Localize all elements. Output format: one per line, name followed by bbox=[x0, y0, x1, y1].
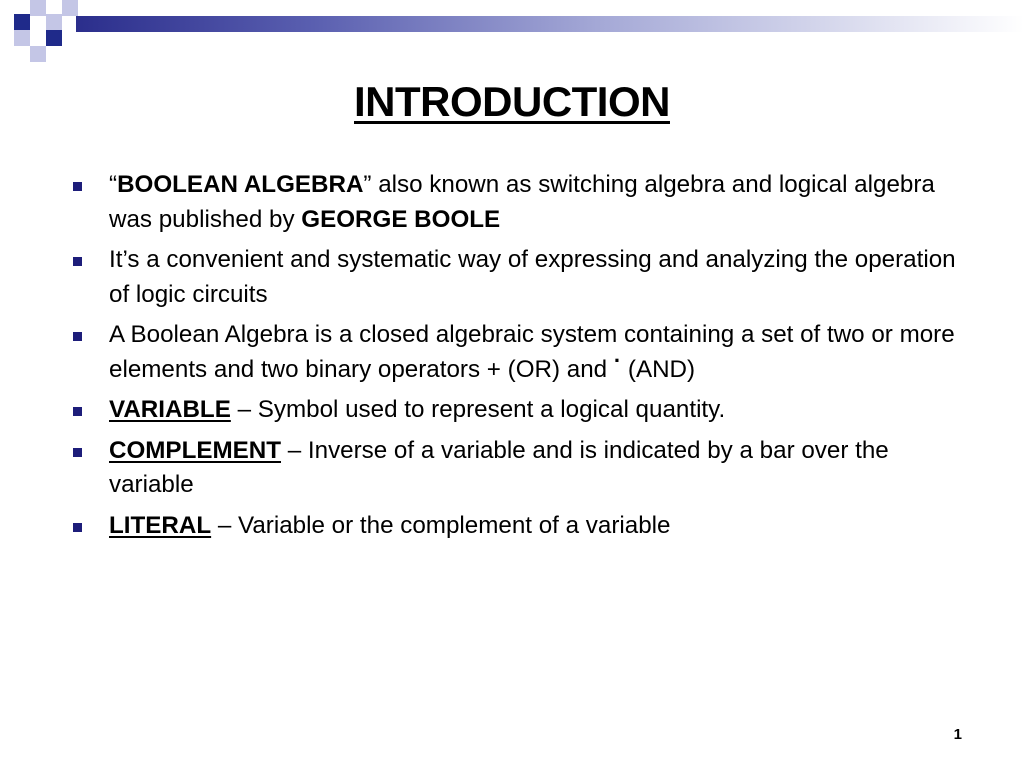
open-quote: “ bbox=[109, 171, 118, 198]
close-quote: ” bbox=[363, 171, 372, 198]
deco-square bbox=[14, 14, 30, 30]
corner-decoration bbox=[0, 0, 1024, 64]
page-number: 1 bbox=[953, 726, 962, 743]
bullet-list bbox=[70, 168, 970, 549]
header-gradient-bar bbox=[76, 16, 1024, 32]
term-boolean-algebra: BOOLEAN ALGEBRA bbox=[117, 171, 364, 198]
bullet-item bbox=[70, 434, 970, 503]
bullet-text: – Symbol used to represent a logical quantity. bbox=[230, 396, 726, 423]
deco-square bbox=[62, 0, 78, 16]
bullet-square-icon bbox=[73, 182, 82, 191]
bullet-text: – Variable or the complement of a variable bbox=[211, 511, 671, 539]
deco-square bbox=[46, 14, 62, 30]
bullet-item bbox=[70, 509, 970, 544]
deco-square bbox=[30, 0, 46, 16]
bullet-text: A Boolean Algebra is a closed algebraic system containing a set of two or more elements and two binary operators + (OR) and bbox=[109, 321, 955, 383]
bullet-item bbox=[70, 318, 970, 387]
bullet-square-icon bbox=[73, 448, 82, 457]
bullet-text: It’s a convenient and systematic way of expressing and analyzing the operation of logic circuits bbox=[109, 246, 956, 308]
bullet-square-icon bbox=[73, 332, 82, 341]
bullet-text: also known as switching algebra and logical algebra was published by bbox=[109, 171, 935, 233]
bullet-text: – Inverse of a variable and is indicated by a bar over the variable bbox=[109, 436, 889, 498]
bullet-square-icon bbox=[73, 523, 82, 532]
term-complement: COMPLEMENT bbox=[109, 436, 281, 464]
author-name: GEORGE BOOLE bbox=[301, 205, 501, 233]
bullet-square-icon bbox=[73, 407, 82, 416]
deco-square bbox=[30, 46, 46, 62]
bullet-item bbox=[70, 393, 970, 428]
bullet-square-icon bbox=[73, 257, 82, 266]
slide-title: INTRODUCTION bbox=[354, 78, 670, 125]
bullet-item bbox=[70, 243, 970, 312]
bullet-text: (AND) bbox=[621, 355, 696, 383]
term-literal: LITERAL bbox=[109, 511, 212, 539]
deco-square bbox=[14, 30, 30, 46]
bullet-item bbox=[70, 168, 970, 237]
deco-square bbox=[46, 30, 62, 46]
and-operator-dot: · bbox=[613, 347, 622, 373]
term-variable: VARIABLE bbox=[109, 396, 231, 423]
